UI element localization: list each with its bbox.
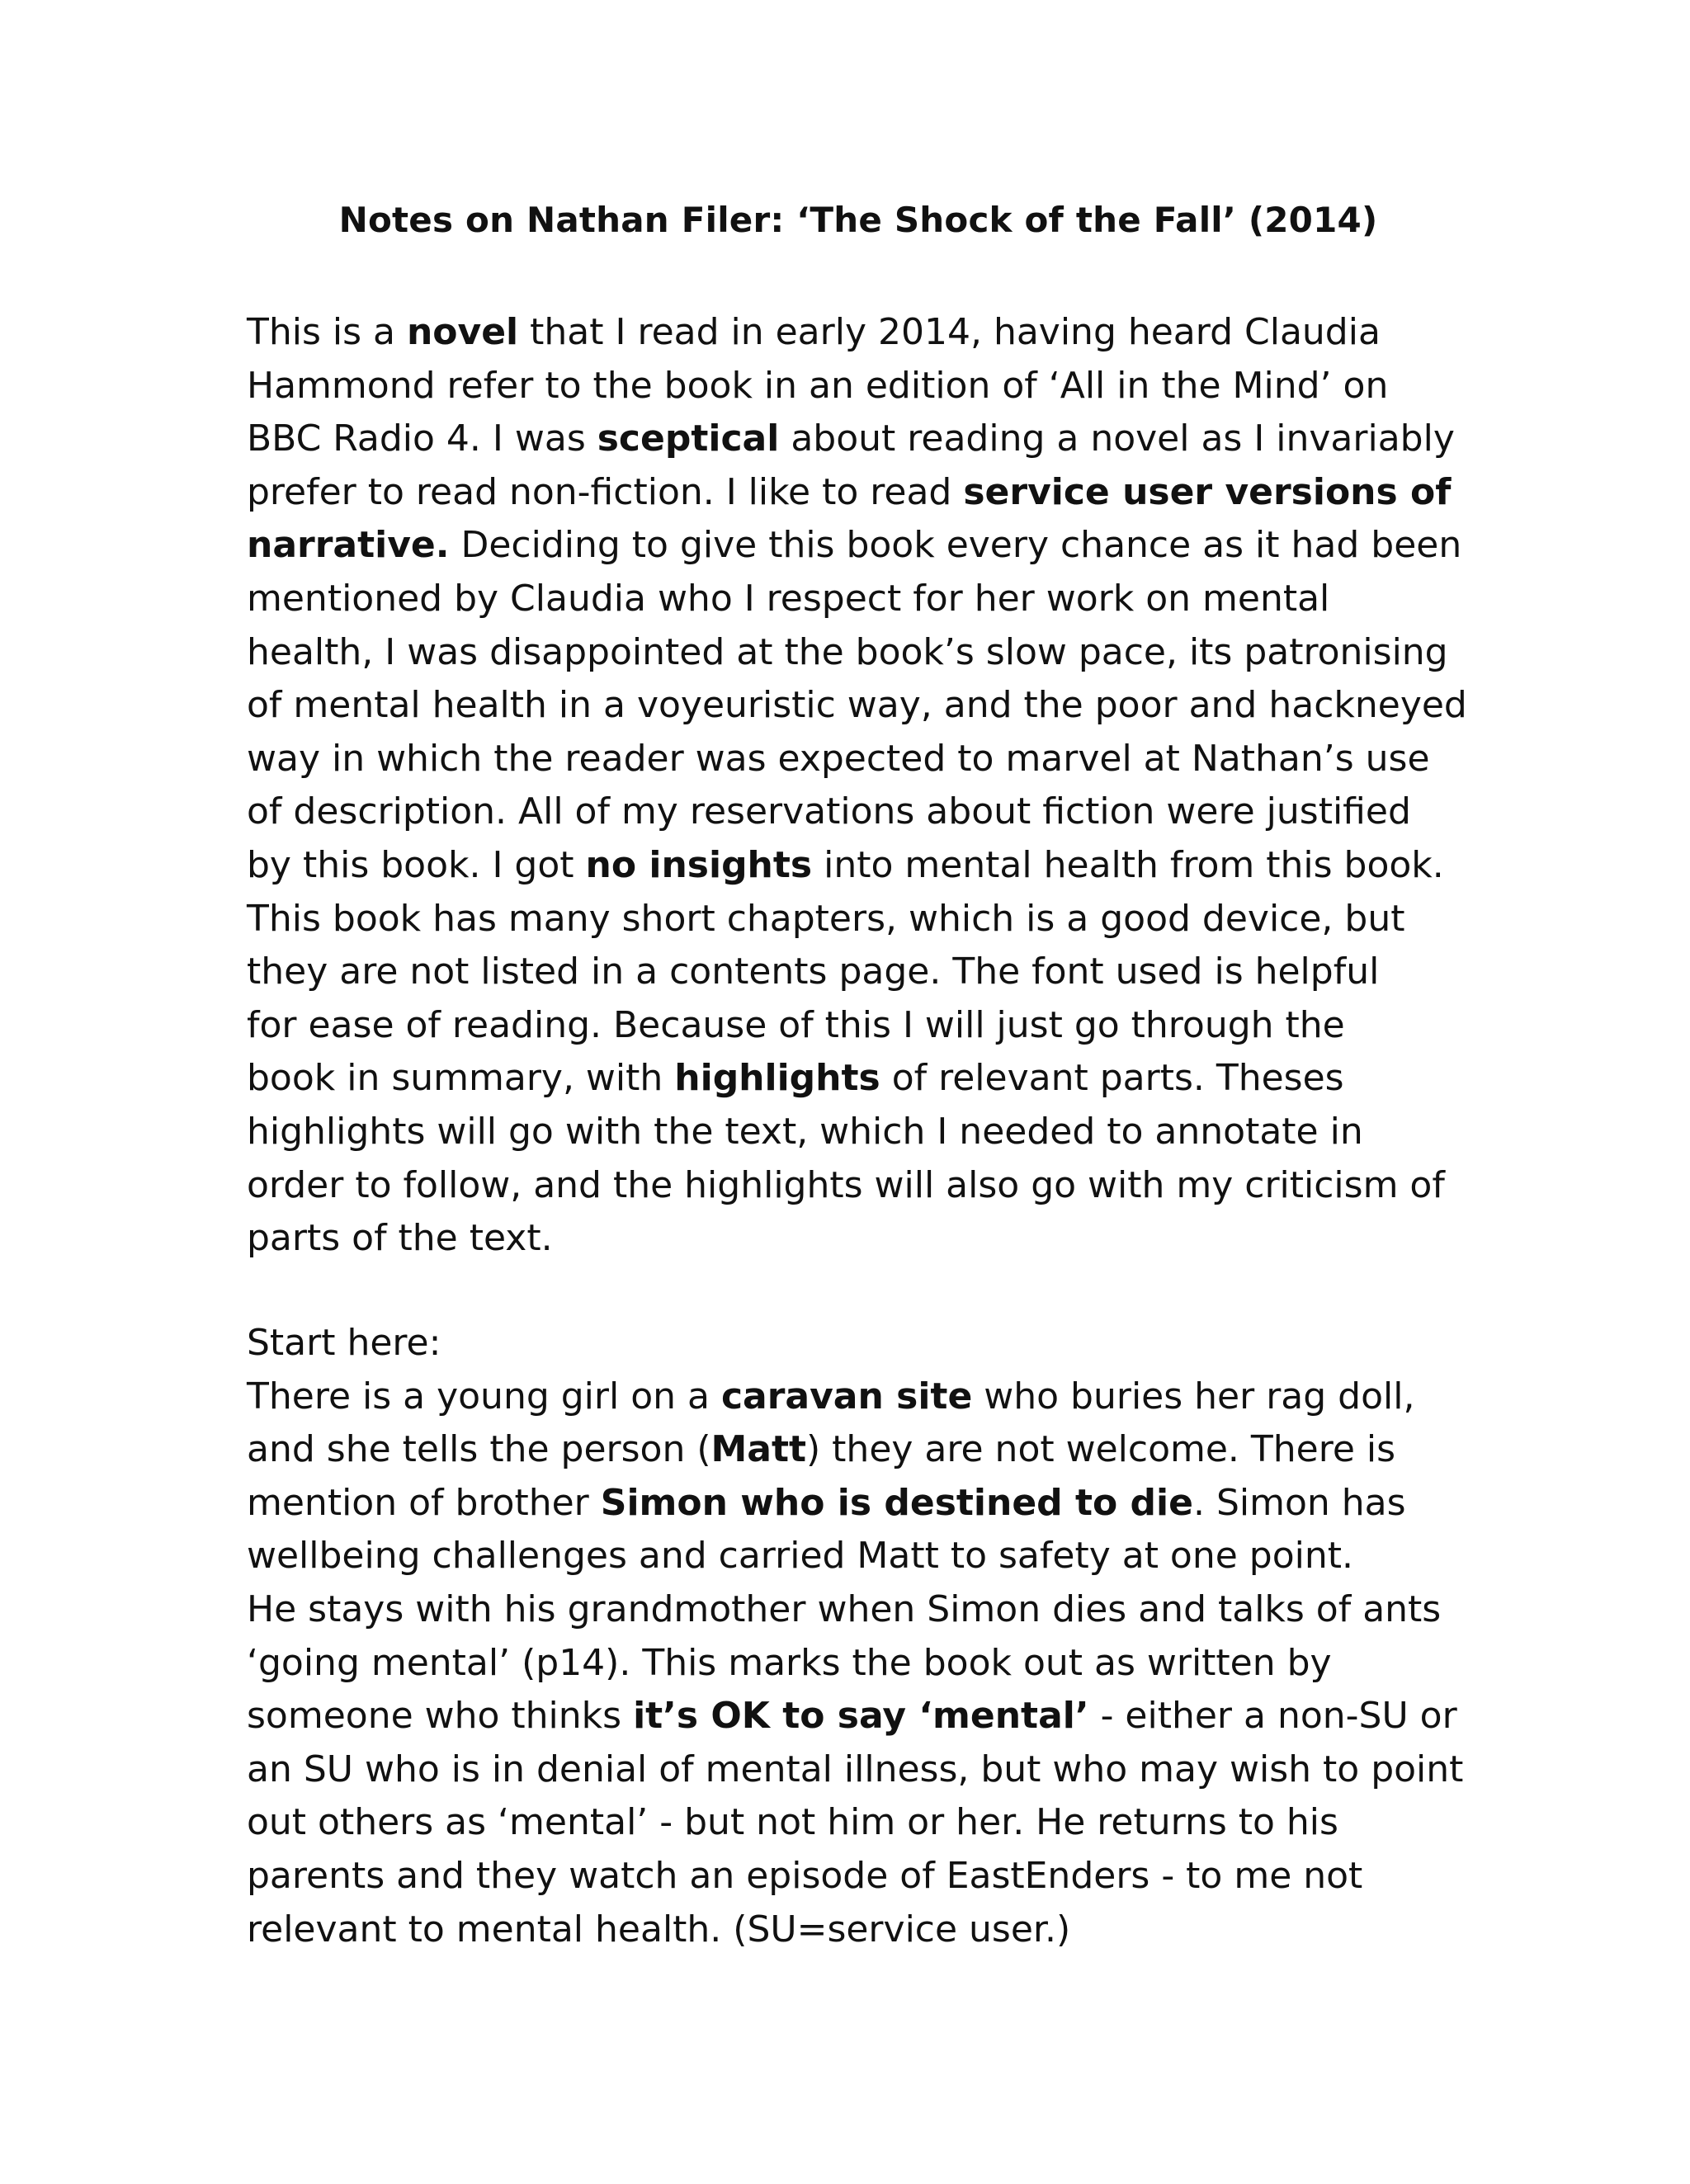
text-run: health, I was disappointed at the book’s slow pace, its patronising xyxy=(247,630,1448,673)
bold-phrase: novel xyxy=(406,311,519,353)
text-run: parts of the text. xyxy=(247,1217,553,1260)
bold-phrase: narrative. xyxy=(247,524,450,567)
text-line xyxy=(247,946,1452,999)
text-run: for ease of reading. Because of this I will just go through the xyxy=(247,1003,1345,1046)
text-run: BBC Radio 4. I was xyxy=(247,417,597,460)
text-run: who buries her rag doll, xyxy=(972,1375,1415,1417)
bold-phrase: Simon who is destined to die xyxy=(600,1481,1193,1524)
text-run: of mental health in a voyeuristic way, and the poor and hackneyed xyxy=(247,684,1467,727)
text-line xyxy=(247,1530,1452,1583)
text-run: they are not listed in a contents page. The font used is helpful xyxy=(247,950,1380,993)
text-run: out others as ‘mental’ - but not him or her. He returns to his xyxy=(247,1801,1338,1844)
text-line xyxy=(247,1423,1452,1477)
text-run: of description. All of my reservations about fiction were justified xyxy=(247,790,1411,833)
text-line xyxy=(247,679,1467,733)
bold-phrase: caravan site xyxy=(720,1375,973,1417)
bold-phrase: Matt xyxy=(710,1428,807,1471)
text-run: This is a xyxy=(247,311,407,353)
text-run: This book has many short chapters, which is a good device, but xyxy=(247,897,1405,940)
text-run: and she tells the person ( xyxy=(247,1428,711,1471)
text-run: Deciding to give this book every chance as it had been xyxy=(449,524,1462,567)
text-run: by this book. I got xyxy=(247,843,586,886)
text-run: mentioned by Claudia who I respect for her work on mental xyxy=(247,577,1330,620)
text-run: about reading a novel as I invariably xyxy=(779,417,1455,460)
text-line xyxy=(247,1583,1452,1637)
text-run: an SU who is in denial of mental illness, but who may wish to point xyxy=(247,1748,1464,1790)
text-line xyxy=(247,1743,1464,1797)
text-run: relevant to mental health. (SU=service user.) xyxy=(247,1908,1071,1951)
text-run: parents and they watch an episode of EastEnders - to me not xyxy=(247,1854,1363,1897)
text-line xyxy=(247,360,1452,413)
text-run: wellbeing challenges and carried Matt to safety at one point. xyxy=(247,1535,1353,1578)
text-line xyxy=(247,626,1452,680)
intro-paragraph xyxy=(247,306,1467,1266)
text-line xyxy=(247,1637,1452,1691)
bold-phrase: it’s OK to say ‘mental’ xyxy=(633,1695,1089,1738)
bold-phrase: no insights xyxy=(585,843,813,886)
text-run: into mental health from this book. xyxy=(812,843,1444,886)
text-run: - either a non-SU or xyxy=(1088,1695,1457,1738)
text-line xyxy=(247,519,1462,573)
text-line xyxy=(247,1317,1452,1370)
text-run: that I read in early 2014, having heard Claudia xyxy=(518,311,1381,353)
text-line xyxy=(247,839,1452,893)
text-line xyxy=(247,1106,1452,1159)
text-line xyxy=(247,999,1452,1053)
text-line xyxy=(247,1159,1452,1213)
text-line xyxy=(247,1690,1457,1743)
text-run: order to follow, and the highlights will also go with my criticism of xyxy=(247,1163,1445,1206)
text-run: way in which the reader was expected to marvel at Nathan’s use xyxy=(247,737,1430,780)
text-run: someone who thinks xyxy=(247,1695,634,1738)
text-line xyxy=(247,573,1452,626)
text-line xyxy=(247,893,1452,946)
text-line xyxy=(247,1477,1452,1531)
text-line xyxy=(247,1052,1452,1106)
text-run: highlights will go with the text, which I needed to annotate in xyxy=(247,1110,1363,1153)
text-line xyxy=(247,1370,1452,1424)
summary-paragraph xyxy=(247,1317,1464,1956)
document-title: Notes on Nathan Filer: ‘The Shock of the Fall’ (2014) xyxy=(338,200,1378,240)
text-line xyxy=(247,1903,1452,1957)
bold-phrase: service user versions of xyxy=(963,470,1452,513)
bold-phrase: highlights xyxy=(674,1057,880,1100)
text-run: mention of brother xyxy=(247,1481,601,1524)
text-line xyxy=(247,413,1455,466)
text-run: prefer to read non-fiction. I like to read xyxy=(247,470,964,513)
text-run: ) they are not welcome. There is xyxy=(806,1428,1396,1471)
text-line xyxy=(247,1212,1452,1266)
text-line xyxy=(247,1796,1452,1850)
text-run: ‘going mental’ (p14). This marks the book out as written by xyxy=(247,1641,1332,1684)
text-line xyxy=(247,785,1452,839)
text-run: Start here: xyxy=(247,1322,441,1364)
text-run: of relevant parts. Theses xyxy=(880,1057,1344,1100)
text-line xyxy=(247,466,1452,520)
text-run: Hammond refer to the book in an edition of ‘All in the Mind’ on xyxy=(247,364,1389,407)
text-run: . Simon has xyxy=(1192,1481,1406,1524)
text-line xyxy=(247,306,1452,360)
text-run: There is a young girl on a xyxy=(247,1375,721,1417)
text-run: He stays with his grandmother when Simon dies and talks of ants xyxy=(247,1587,1442,1630)
bold-phrase: sceptical xyxy=(597,417,780,460)
text-line xyxy=(247,1850,1452,1903)
text-line xyxy=(247,733,1452,786)
text-run: book in summary, with xyxy=(247,1057,675,1100)
